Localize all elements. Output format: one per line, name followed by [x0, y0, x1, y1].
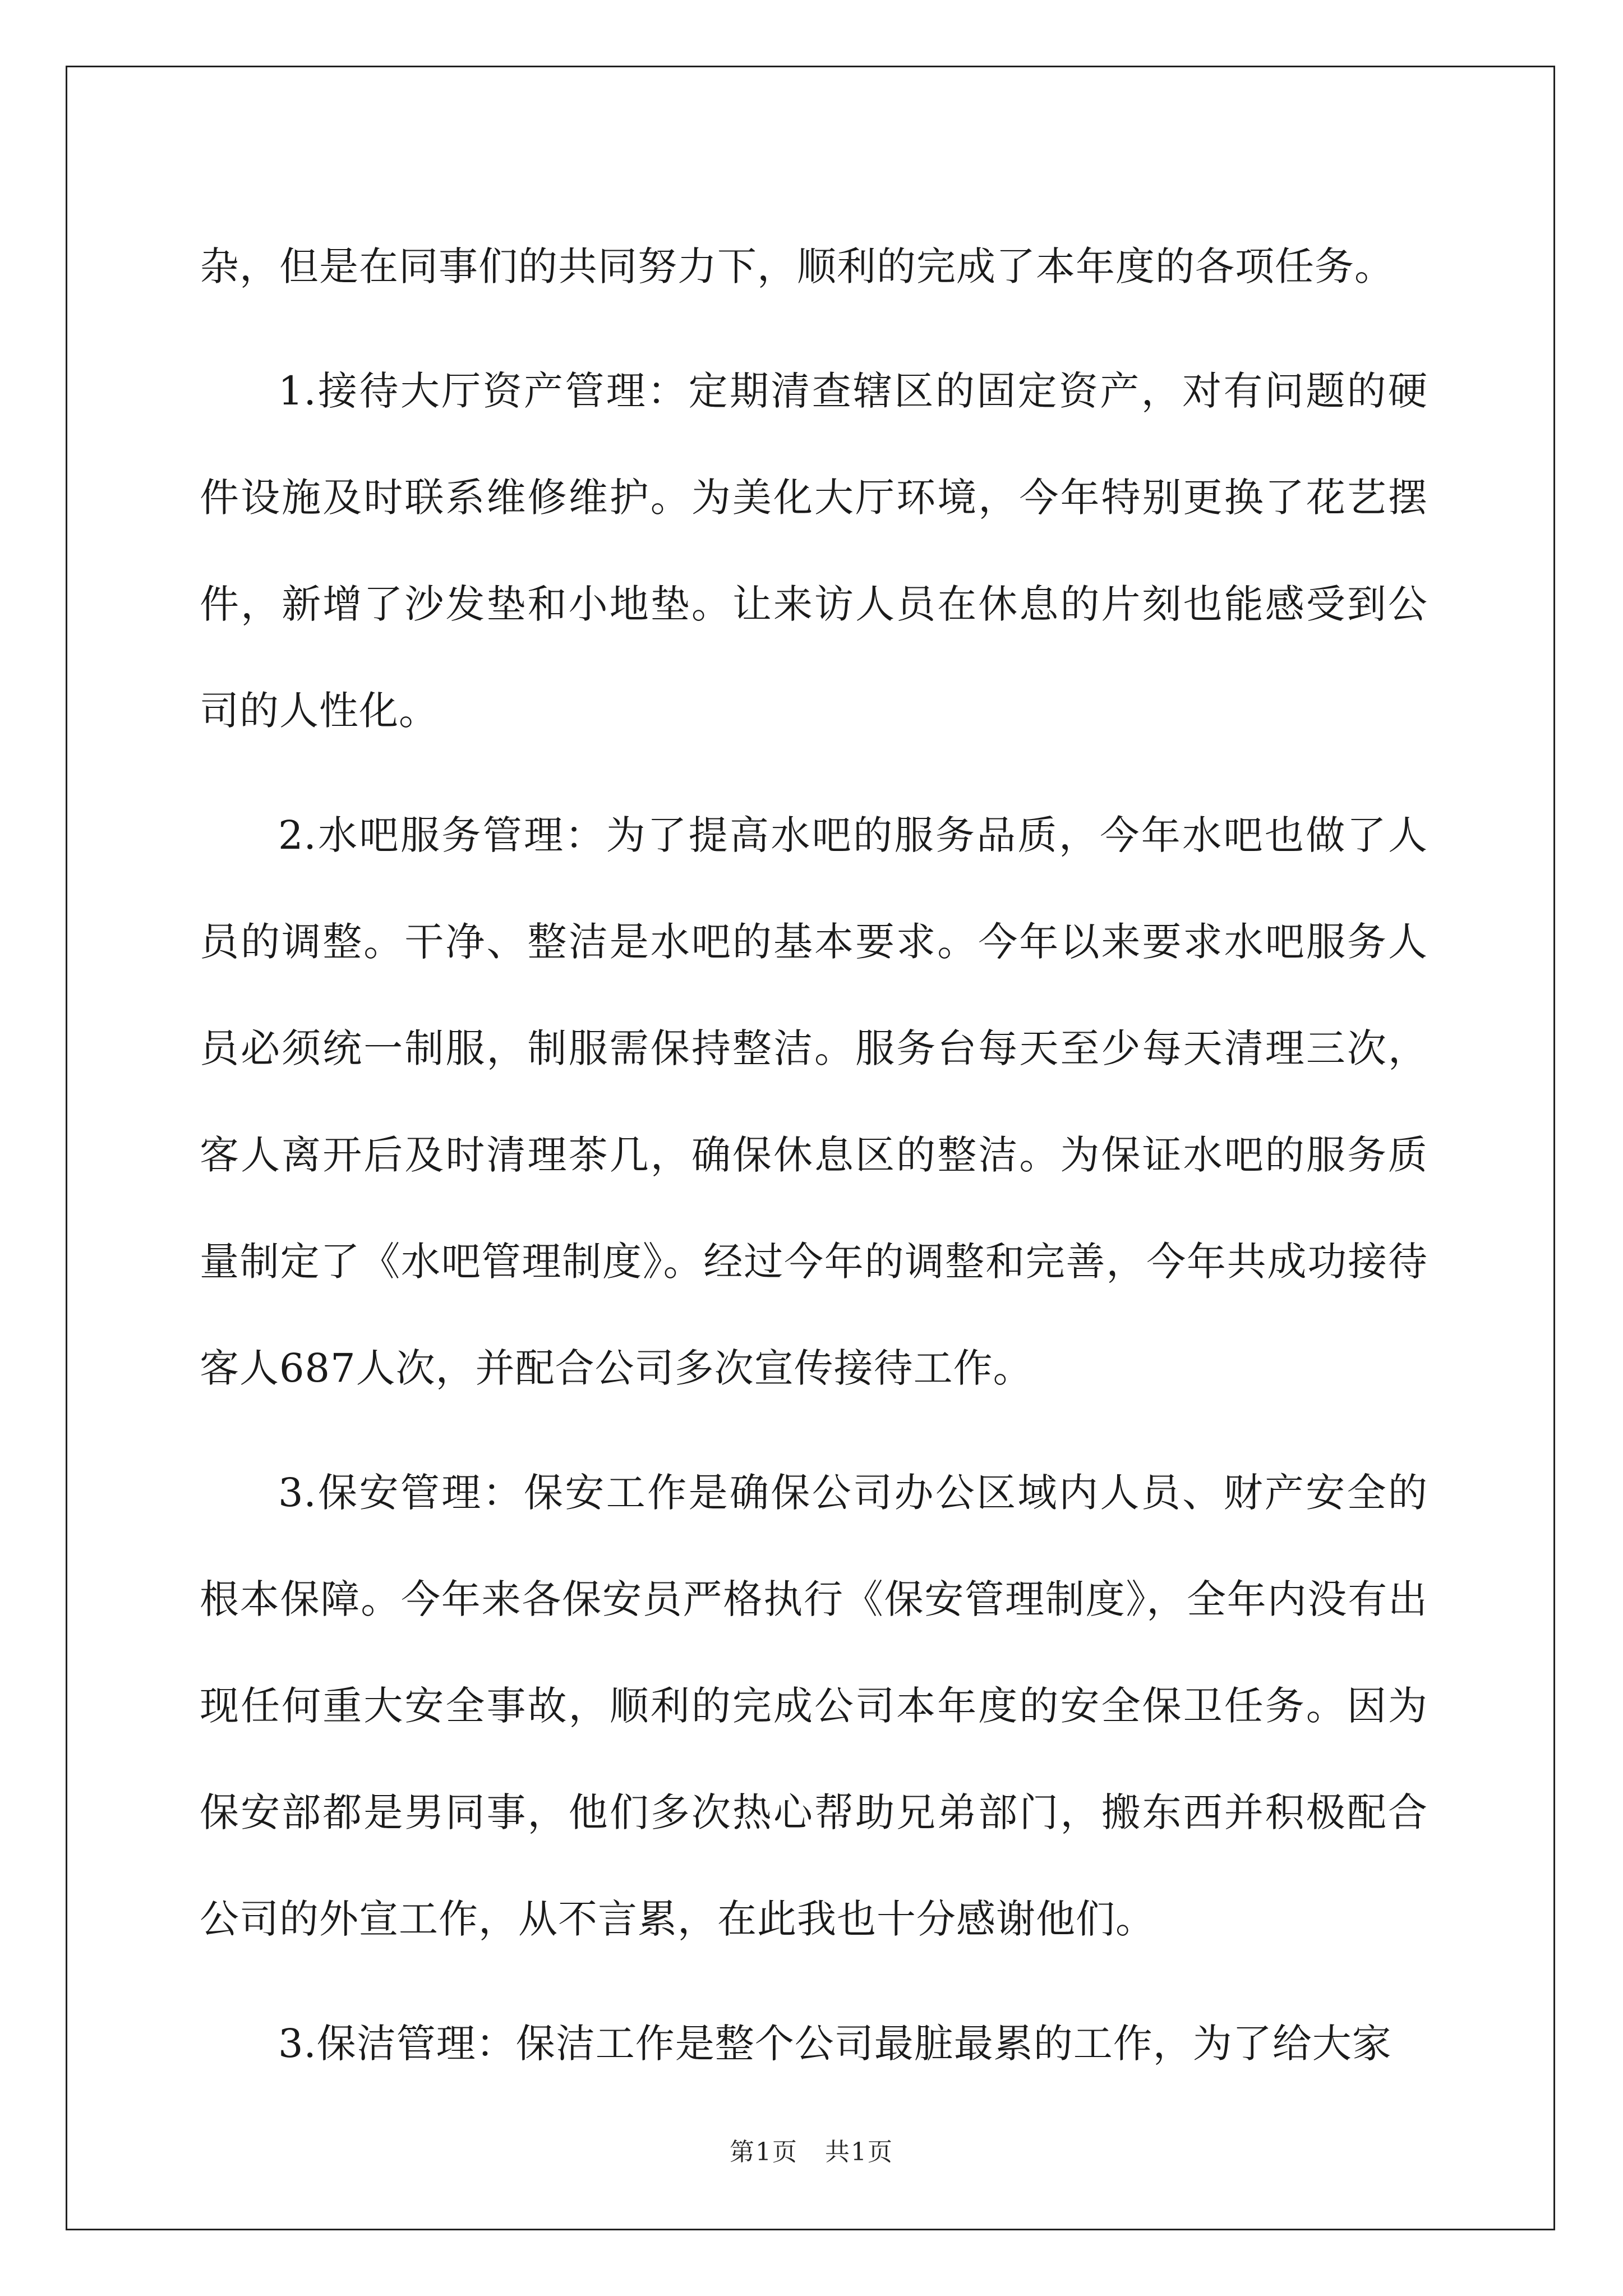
paragraph-water-bar: 2.水吧服务管理：为了提高水吧的服务品质，今年水吧也做了人员的调整。干净、整洁是水吧的基本要求。今年以来要求水吧服务人员必须统一制服，制服需保持整洁。服务台每天至少每天清理三次，客人离开后及时清理茶几，确保休息区的整洁。为保证水吧的服务质量制定了《水吧管理制度》。经过今年的调整和完善，今年共成功接待客人687人次，并配合公司多次宣传接待工作。 — [200, 812, 1428, 1391]
footer-separator — [798, 2138, 825, 2166]
page-number: 第1页 — [730, 2138, 799, 2166]
paragraph-continuation: 杂，但是在同事们的共同努力下，顺利的完成了本年度的各项任务。 — [200, 243, 1394, 289]
total-pages: 共1页 — [824, 2138, 893, 2166]
document-body — [200, 213, 1428, 2115]
paragraph-cleaning: 3.保洁管理：保洁工作是整个公司最脏最累的工作，为了给大家 — [278, 2021, 1392, 2067]
paragraph-lobby-assets: 1.接待大厅资产管理：定期清查辖区的固定资产，对有问题的硬件设施及时联系维修维护。为美化大厅环境，今年特别更换了花艺摆件，新增了沙发垫和小地垫。让来访人员在休息的片刻也能感受到公司的人性化。 — [200, 368, 1428, 734]
page-footer — [0, 2132, 1623, 2168]
paragraph-security: 3.保安管理：保安工作是确保公司办公区域内人员、财产安全的根本保障。今年来各保安员严格执行《保安管理制度》，全年内没有出现任何重大安全事故，顺利的完成公司本年度的安全保卫任务。因为保安部都是男同事，他们多次热心帮助兄弟部门，搬东西并积极配合公司的外宣工作，从不言累，在此我也十分感谢他们。 — [200, 1470, 1428, 1942]
